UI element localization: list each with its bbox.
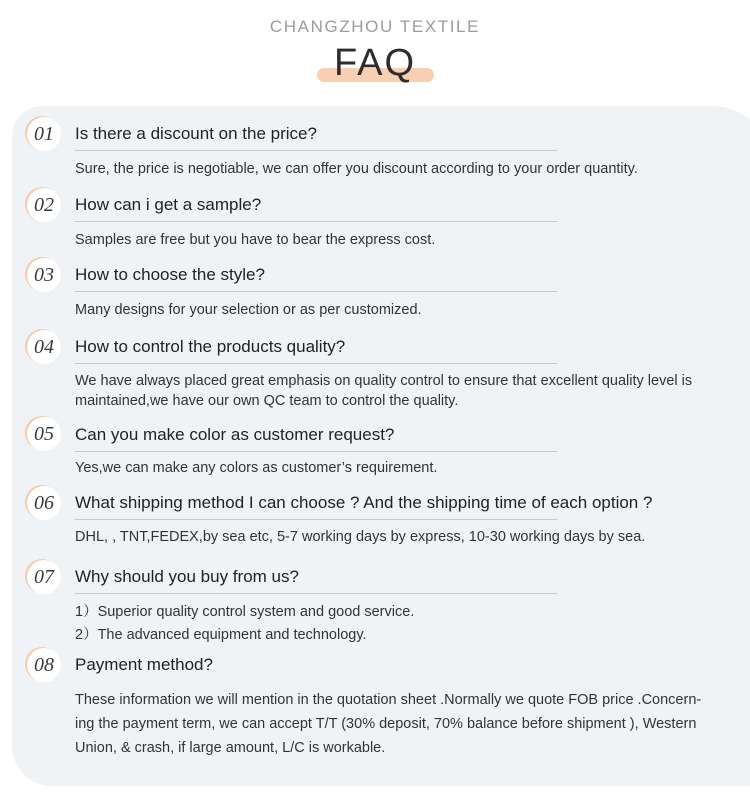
faq-answer bbox=[75, 601, 735, 647]
faq-answer bbox=[75, 458, 735, 478]
faq-divider bbox=[75, 451, 557, 452]
faq-answer bbox=[75, 688, 735, 760]
faq-answer-line: ing the payment term, we can accept T/T (30% deposit, 70% balance before shipment ), Western bbox=[75, 716, 697, 732]
faq-number-badge: 01 bbox=[27, 117, 61, 151]
faq-question: How to control the products quality? bbox=[75, 337, 346, 356]
faq-answer-line: Samples are free but you have to bear the express cost. bbox=[75, 232, 436, 248]
faq-divider bbox=[75, 291, 557, 292]
faq-number-badge: 07 bbox=[27, 560, 61, 594]
faq-answer bbox=[75, 371, 735, 411]
faq-answer-line: maintained,we have our own QC team to control the quality. bbox=[75, 393, 459, 409]
faq-question: How can i get a sample? bbox=[75, 195, 262, 214]
faq-answer-line: Yes,we can make any colors as customer’s requirement. bbox=[75, 460, 438, 476]
faq-question: What shipping method I can choose ? And the shipping time of each option ? bbox=[75, 493, 653, 512]
faq-divider bbox=[75, 519, 557, 520]
faq-number-badge: 05 bbox=[27, 417, 61, 451]
faq-answer-line: These information we will mention in the quotation sheet .Normally we quote FOB price .Concern- bbox=[75, 692, 702, 708]
faq-answer bbox=[75, 159, 735, 179]
faq-answer-line: 2）The advanced equipment and technology. bbox=[75, 627, 367, 643]
faq-answer-line: We have always placed great emphasis on quality control to ensure that excellent quality level is bbox=[75, 373, 693, 389]
faq-answer bbox=[75, 300, 735, 320]
faq-divider bbox=[75, 221, 557, 222]
faq-divider bbox=[75, 150, 557, 151]
faq-heading bbox=[0, 42, 750, 92]
faq-question: Payment method? bbox=[75, 655, 213, 674]
faq-number-badge: 02 bbox=[27, 188, 61, 222]
faq-number-badge: 03 bbox=[27, 258, 61, 292]
faq-number-badge: 08 bbox=[27, 648, 61, 682]
faq-answer-line: Sure, the price is negotiable, we can offer you discount according to your order quantity. bbox=[75, 161, 638, 177]
faq-answer-line: Union, & crash, if large amount, L/C is workable. bbox=[75, 740, 386, 756]
faq-answer bbox=[75, 527, 735, 547]
faq-number-badge: 06 bbox=[27, 486, 61, 520]
faq-question: Why should you buy from us? bbox=[75, 567, 299, 586]
faq-answer bbox=[75, 230, 735, 250]
faq-divider bbox=[75, 363, 557, 364]
faq-question: Is there a discount on the price? bbox=[75, 124, 317, 143]
brand-name: CHANGZHOU TEXTILE bbox=[269, 17, 481, 36]
faq-answer-line: DHL, , TNT,FEDEX,by sea etc, 5-7 working days by express, 10-30 working days by sea. bbox=[75, 529, 646, 545]
faq-question: How to choose the style? bbox=[75, 265, 265, 284]
faq-number-badge: 04 bbox=[27, 330, 61, 364]
faq-divider bbox=[75, 593, 557, 594]
faq-answer-line: 1）Superior quality control system and good service. bbox=[75, 604, 415, 620]
faq-title: FAQ bbox=[333, 42, 417, 84]
faq-question: Can you make color as customer request? bbox=[75, 425, 395, 444]
faq-answer-line: Many designs for your selection or as per customized. bbox=[75, 302, 422, 318]
